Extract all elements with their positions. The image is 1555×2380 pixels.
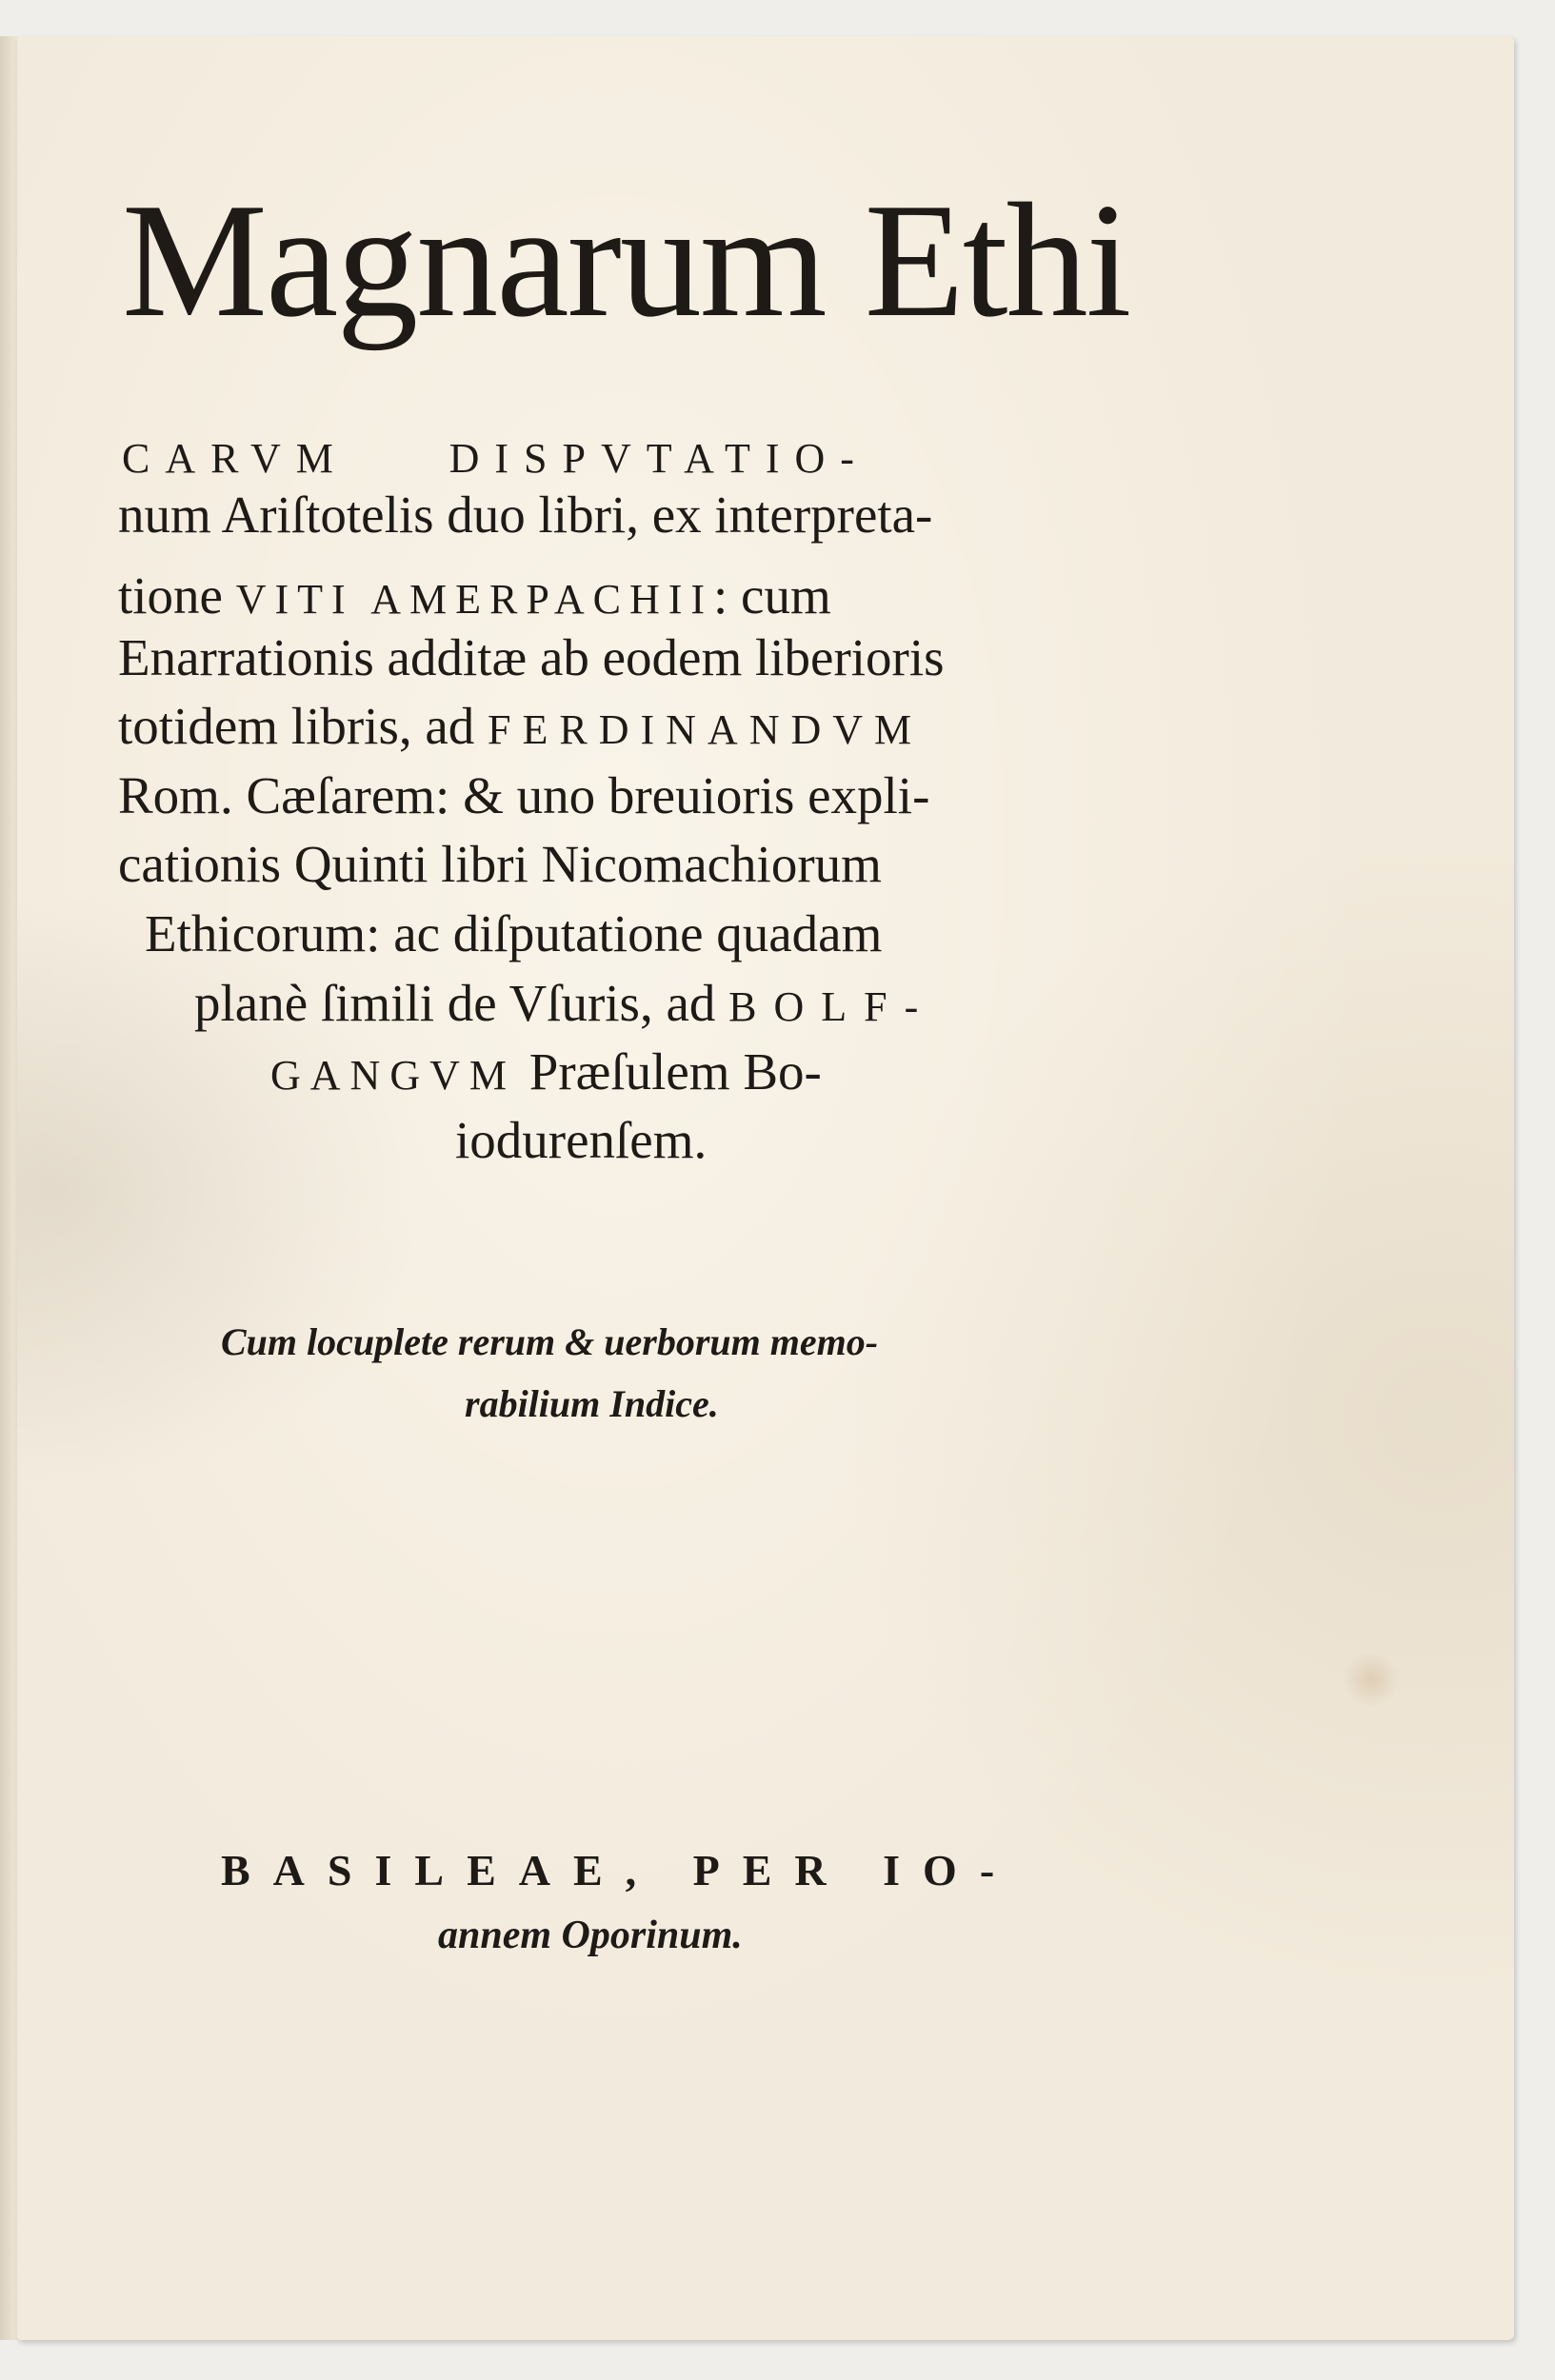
title-line-7-text: cationis Quinti libri Nicomachiorum — [118, 835, 882, 893]
imprint-line-1: BASILEAE, PER IO- — [221, 1846, 1018, 1894]
title-line-7 — [118, 835, 882, 893]
title-line-4-text: Enarrationis additæ ab eodem liberioris — [118, 628, 945, 686]
title-line-1-part-a: CARVM — [122, 435, 349, 482]
title-line-1-part-b: DISPVTATIO- — [449, 435, 869, 482]
title-line-10-part-b: Præſulem Bo- — [516, 1042, 822, 1101]
title-line-8-text: Ethicorum: ac diſputatione quadam — [145, 904, 883, 962]
title-line-9-part-b: BOLF- — [728, 983, 936, 1030]
title-line-9-part-a: planè ſimili de Vſuris, ad — [194, 974, 729, 1032]
imprint-line-2: annem Oporinum. — [438, 1914, 743, 1957]
index-note-line-1: Cum locuplete rerum & uerborum memo- — [221, 1320, 879, 1363]
title-line-6 — [118, 766, 930, 824]
title-line-8 — [145, 904, 883, 962]
title-line-9 — [194, 974, 936, 1032]
title-line-3-part-a: tione — [118, 566, 236, 625]
main-title: Magnarum Ethi — [122, 170, 1130, 351]
title-line-3-part-c: : cum — [713, 566, 831, 625]
title-line-4 — [118, 628, 945, 686]
title-line-5 — [118, 697, 924, 755]
title-line-1 — [122, 428, 869, 481]
title-line-10-part-a: GANGVM — [270, 1052, 516, 1099]
title-line-10 — [270, 1042, 822, 1101]
title-line-2 — [118, 486, 933, 544]
title-line-3 — [118, 566, 831, 625]
title-line-2-text: num Ariſtotelis duo libri, ex interpreta- — [118, 486, 933, 544]
paper-stain — [1343, 1652, 1400, 1707]
index-note-line-2: rabilium Indice. — [465, 1382, 719, 1425]
title-line-6-text: Rom. Cæſarem: & uno breuioris expli- — [118, 766, 930, 824]
title-line-3-part-b: VITI AMERPACHII — [235, 576, 714, 623]
title-page — [17, 36, 1514, 2340]
title-line-11-text: iodurenſem. — [455, 1111, 708, 1169]
title-line-11 — [455, 1111, 708, 1169]
title-line-5-part-a: totidem libris, ad — [118, 697, 488, 755]
title-line-5-part-b: FERDINANDVM — [488, 706, 924, 753]
